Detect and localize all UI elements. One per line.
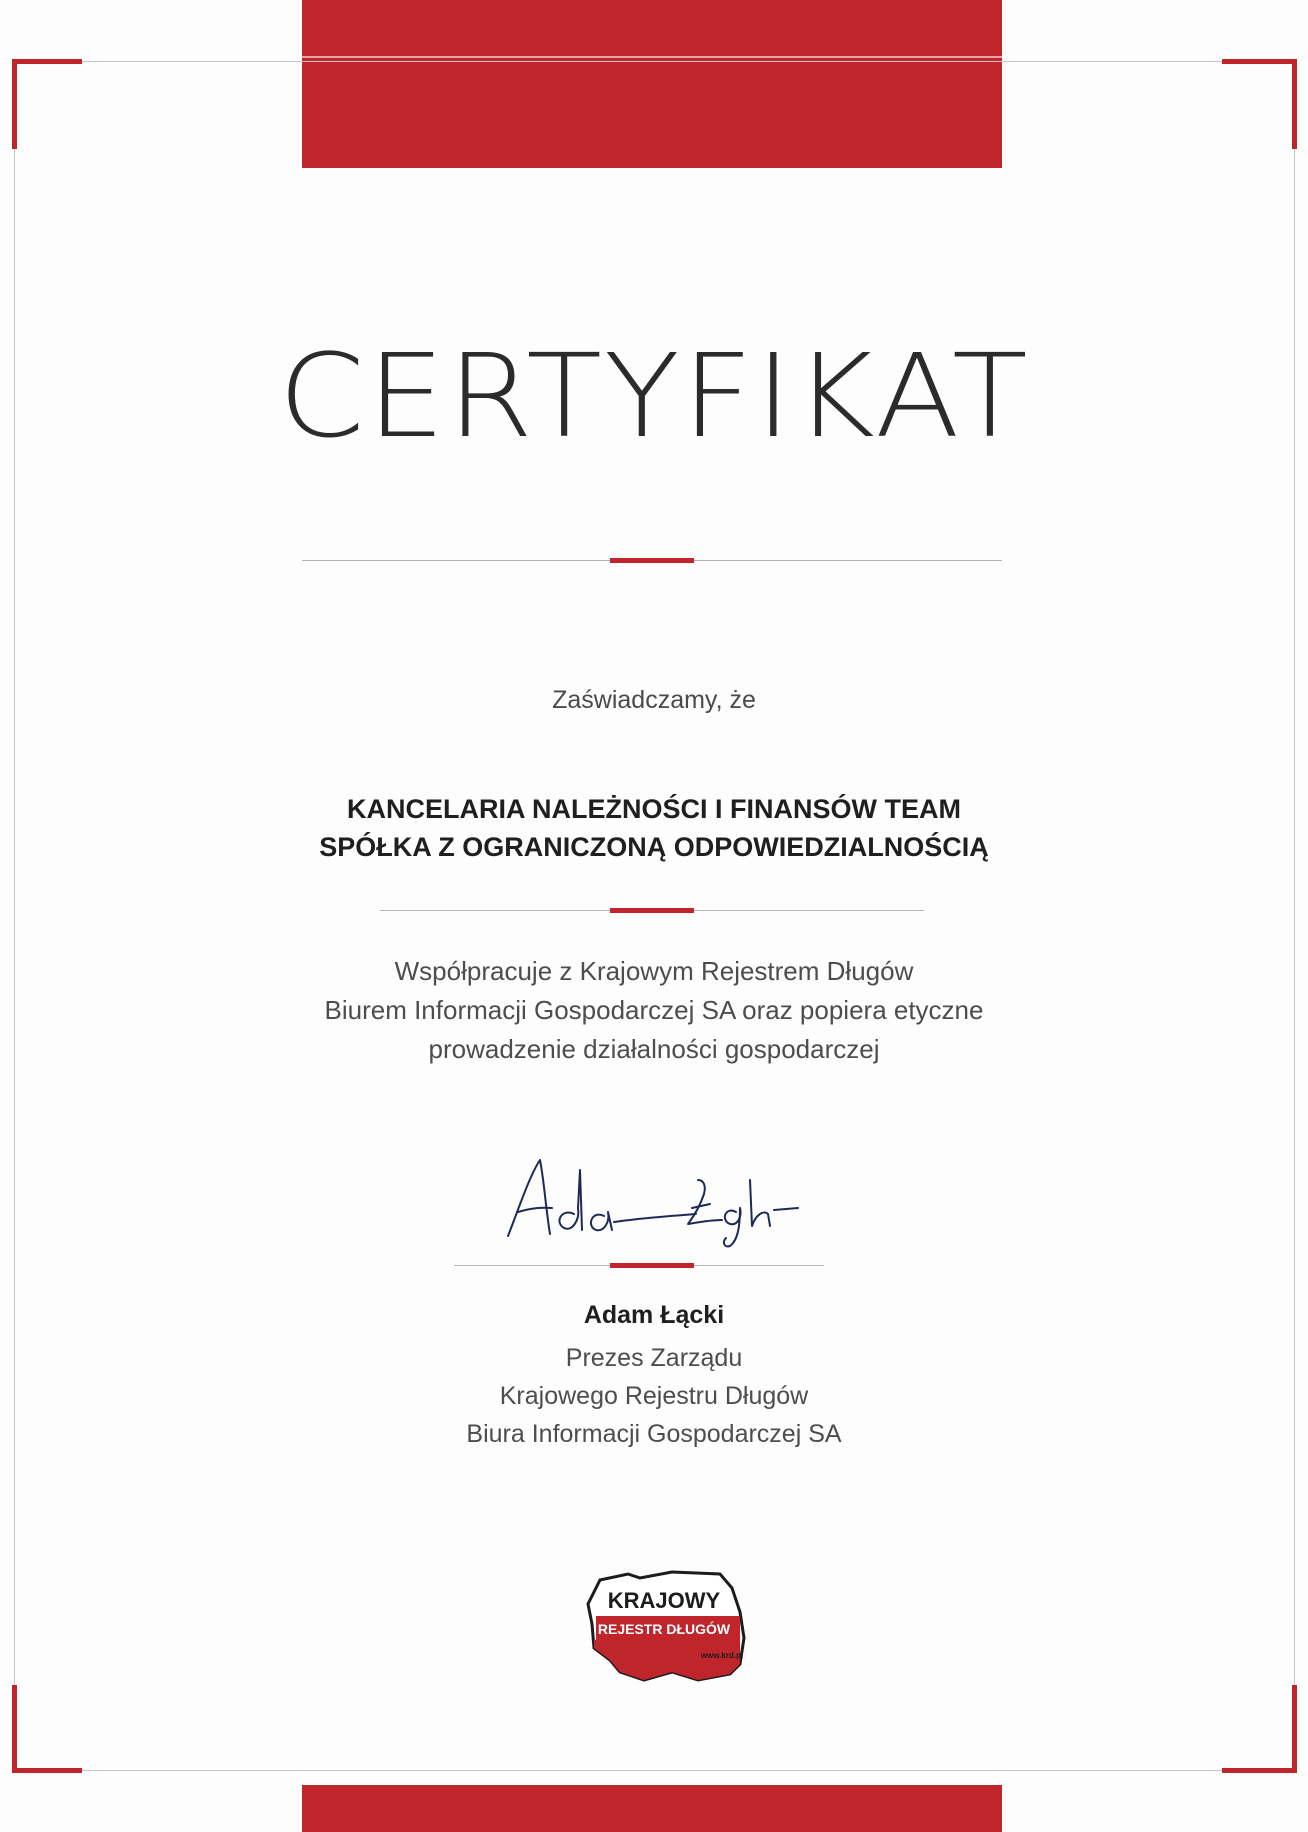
frame-left — [14, 61, 15, 1771]
signer-details — [0, 1339, 1308, 1453]
company-line-2: SPÓŁKA Z OGRANICZONĄ ODPOWIEDZIALNOŚCIĄ — [319, 832, 989, 862]
corner-bottom-right-v — [1292, 1685, 1297, 1773]
company-line-1: KANCELARIA NALEŻNOŚCI I FINANSÓW TEAM — [347, 794, 961, 824]
signer-org-line-2: Biura Informacji Gospodarczej SA — [466, 1420, 842, 1448]
company-name — [0, 790, 1308, 866]
signature-icon — [500, 1150, 800, 1250]
logo-line-1: KRAJOWY — [607, 1588, 721, 1613]
corner-bottom-left-h — [12, 1768, 82, 1773]
certificate-title: CERTYFIKAT — [278, 330, 1030, 464]
intro-text: Zaświadczamy, że — [552, 686, 756, 714]
logo-line-2: REJESTR DŁUGÓW — [597, 1621, 731, 1637]
corner-top-right-v — [1292, 59, 1297, 149]
top-red-band — [302, 0, 1002, 168]
signature-text: Adam Łącki — [500, 1150, 506, 1151]
corner-top-left-h — [12, 59, 82, 64]
frame-bottom — [14, 1770, 1294, 1771]
frame-top — [14, 61, 1294, 62]
description — [0, 952, 1308, 1069]
description-line-2: Biurem Informacji Gospodarczej SA oraz popiera etyczne — [324, 995, 984, 1025]
corner-bottom-left-v — [12, 1685, 17, 1773]
bottom-red-band — [302, 1785, 1002, 1832]
signer-name: Adam Łącki — [583, 1301, 725, 1329]
logo-url: www.krd.pl — [700, 1651, 744, 1660]
divider-signature-accent — [610, 1263, 694, 1268]
divider-title-accent — [610, 558, 694, 563]
signer-title: Prezes Zarządu — [565, 1344, 743, 1372]
corner-top-right-h — [1222, 59, 1297, 64]
divider-company-accent — [610, 908, 694, 913]
corner-bottom-right-h — [1222, 1768, 1297, 1773]
description-line-1: Współpracuje z Krajowym Rejestrem Długów — [394, 956, 914, 986]
description-line-3: prowadzenie działalności gospodarczej — [428, 1034, 880, 1064]
signer-org-line-1: Krajowego Rejestru Długów — [499, 1382, 809, 1410]
frame-right — [1294, 61, 1295, 1771]
poland-map-logo-icon — [580, 1568, 750, 1688]
corner-top-left-v — [12, 59, 17, 149]
top-band-highlight — [302, 56, 1002, 58]
